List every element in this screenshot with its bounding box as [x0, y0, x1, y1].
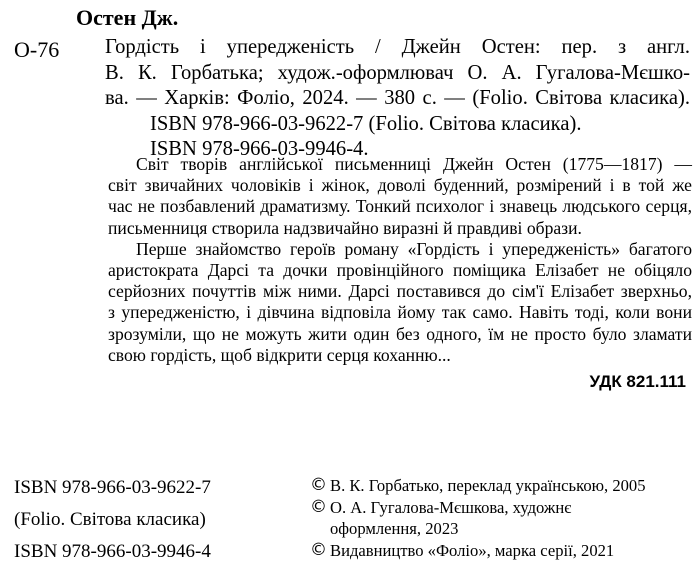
isbn-line: ISBN 978-966-03-9622-7 (Folio. Світова класика).	[150, 113, 582, 135]
classification-code: О-76	[14, 37, 60, 62]
bibliographic-entry	[105, 35, 690, 112]
entry-line: В. К. Горбатька; худож.-оформлювач О. А. Гугалова-Мєшко-	[105, 61, 690, 84]
copyright-icon: ©	[310, 475, 327, 495]
abstract-line: час не позбавлений драматизму. Тонкий психолог і знавець людського серця,	[108, 196, 692, 217]
abstract-line: світ звичайних чоловіків і жінок, доволі буденний, розмірений і в той же	[108, 175, 692, 196]
abstract-line: письменниця створила надзвичайно виразні й правдиві образи.	[108, 217, 582, 238]
isbn-footer-line: ISBN 978-966-03-9946-4	[14, 541, 211, 562]
isbn-footer	[14, 472, 211, 568]
copyright-icon: ©	[310, 539, 327, 560]
copyright-text	[330, 540, 694, 562]
copyright-line: Видавництво «Фоліо», марка серії, 2021	[330, 540, 615, 560]
copyright-line: В. К. Горбатько, переклад українською, 2005	[330, 476, 646, 495]
abstract-line: Перше знайомство героїв роману «Гордість і упередженість» багатого	[136, 238, 692, 259]
isbn-line: ISBN 978-966-03-9946-4.	[150, 138, 369, 160]
abstract-line: свою гордість, щоб відкрити серця коханню...	[108, 344, 451, 365]
copyright-line: О. А. Гугалова-Мєшкова, художнє	[330, 497, 572, 517]
abstract-line: серйозних почуттів між ними. Дарсі поставився до сім'ї Елізабет зверхньо,	[108, 281, 692, 302]
copyright-notice	[310, 475, 694, 497]
copyright-icon: ©	[310, 496, 327, 517]
author-heading: Остен Дж.	[76, 5, 179, 30]
isbn-footer-line: (Folio. Світова класика)	[14, 509, 206, 530]
copyright-line: оформлення, 2023	[330, 519, 459, 539]
copyright-notice	[310, 540, 694, 562]
copyright-text	[330, 475, 694, 497]
copyright-notices	[310, 475, 694, 561]
abstract-line: аристократа Дарсі та дочки провінційного поміщика Елізабет не обіцяло	[108, 260, 692, 281]
copyright-text	[330, 497, 694, 540]
abstract-line: зрозуміли, що не можуть жити один без одного, їм не просто було зламати	[108, 323, 692, 344]
abstract	[108, 154, 692, 366]
entry-line: Гордість і упередженість / Джейн Остен: пер. з англ.	[105, 36, 690, 58]
entry-line: ва. — Харків: Фоліо, 2024. — 380 с. — (Folio. Світова класика).	[105, 87, 690, 109]
isbn-footer-line: ISBN 978-966-03-9622-7	[14, 477, 211, 498]
abstract-line: з упередженістю, і дівчина відповіла йому так само. Навіть тоді, коли вони	[108, 302, 692, 323]
udk-code: УДК 821.111	[589, 372, 686, 391]
copyright-notice	[310, 497, 694, 540]
abstract-line: Світ творів англійської письменниці Джейн Остен (1775—1817) —	[136, 154, 692, 174]
